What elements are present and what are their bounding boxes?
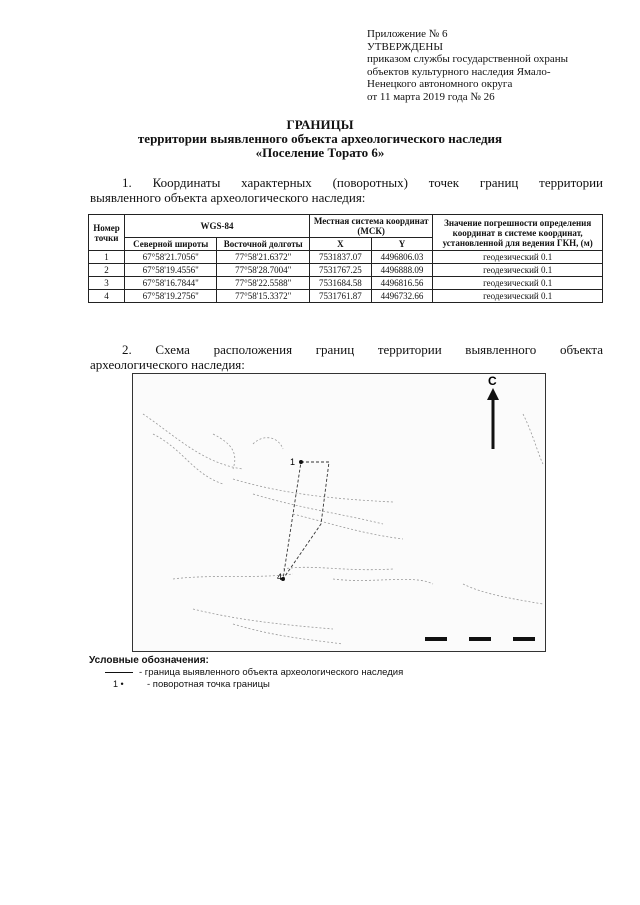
- scheme-drawing: [133, 374, 545, 651]
- header-longitude: Восточной долготы: [217, 238, 310, 251]
- header-x: X: [310, 238, 372, 251]
- coordinates-table: [88, 214, 603, 303]
- point-4-label: 4: [277, 572, 283, 582]
- point-1-label: 1: [290, 457, 296, 467]
- section-text: археологического наследия:: [90, 357, 245, 372]
- appendix-line: приказом службы государственной охраны: [367, 53, 569, 66]
- header-latitude: Северной широты: [124, 238, 217, 251]
- boundary-line-icon: [105, 672, 133, 673]
- section-text: выявленного объекта археологического наследия:: [90, 190, 366, 205]
- section-text: Координаты характерных (поворотных) точек границ территории: [152, 175, 604, 190]
- section-text: Схема расположения границ территории выявленного объекта: [155, 342, 603, 357]
- section-number: 2.: [122, 342, 132, 357]
- legend-title: Условные обозначения:: [89, 655, 209, 666]
- title-line: «Поселение Торато 6»: [255, 145, 385, 160]
- title-line: территории выявленного объекта археологического наследия: [137, 131, 503, 146]
- table-row: 2 67°58'19.4556" 77°58'28.7004" 7531767.25 4496888.09 геодезический 0.1: [89, 264, 603, 277]
- header-msk: Местная система координат (МСК): [310, 215, 433, 238]
- point-1-marker: [299, 460, 303, 464]
- boundary-line: [283, 462, 329, 579]
- appendix-line: объектов культурного наследия Ямало-: [367, 65, 551, 78]
- north-arrow-icon: [487, 388, 499, 449]
- section-1-heading: [90, 175, 603, 205]
- table-row: 1 67°58'21.7056" 77°58'21.6372" 7531837.07 4496806.03 геодезический 0.1: [89, 251, 603, 264]
- turning-point-icon: 1 •: [113, 679, 124, 689]
- legend-point: 1 • - поворотная точка границы: [113, 679, 270, 690]
- appendix-line: от 11 марта 2019 года № 26: [367, 90, 495, 103]
- header-y: Y: [371, 238, 433, 251]
- terrain-lines: [143, 414, 543, 644]
- header-error: Значение погрешности определения координат в системе координат, установленной для ведения ГКН, (м): [433, 215, 603, 251]
- north-label: С: [488, 374, 497, 388]
- appendix-line: Приложение № 6: [367, 28, 448, 40]
- title-line: ГРАНИЦЫ: [286, 117, 354, 132]
- scale-bar-segment: [513, 637, 535, 641]
- document-title: [0, 118, 640, 160]
- section-number: 1.: [122, 175, 132, 190]
- appendix-line: Ненецкого автономного округа: [367, 78, 513, 91]
- appendix-line: УТВЕРЖДЕНЫ: [367, 40, 443, 53]
- table-row: 4 67°58'19.2756" 77°58'15.3372" 7531761.87 4496732.66 геодезический 0.1: [89, 290, 603, 303]
- scale-bar-segment: [425, 637, 447, 641]
- table-row: 3 67°58'16.7844" 77°58'22.5588" 7531684.58 4496816.56 геодезический 0.1: [89, 277, 603, 290]
- boundary-scheme-map: [132, 373, 546, 652]
- legend-boundary: - граница выявленного объекта археологического наследия: [105, 667, 403, 678]
- scale-bar-segment: [469, 637, 491, 641]
- header-point-number: Номер точки: [89, 215, 125, 251]
- header-wgs84: WGS-84: [124, 215, 309, 238]
- section-2-heading: [90, 342, 603, 372]
- appendix-block: [367, 28, 568, 104]
